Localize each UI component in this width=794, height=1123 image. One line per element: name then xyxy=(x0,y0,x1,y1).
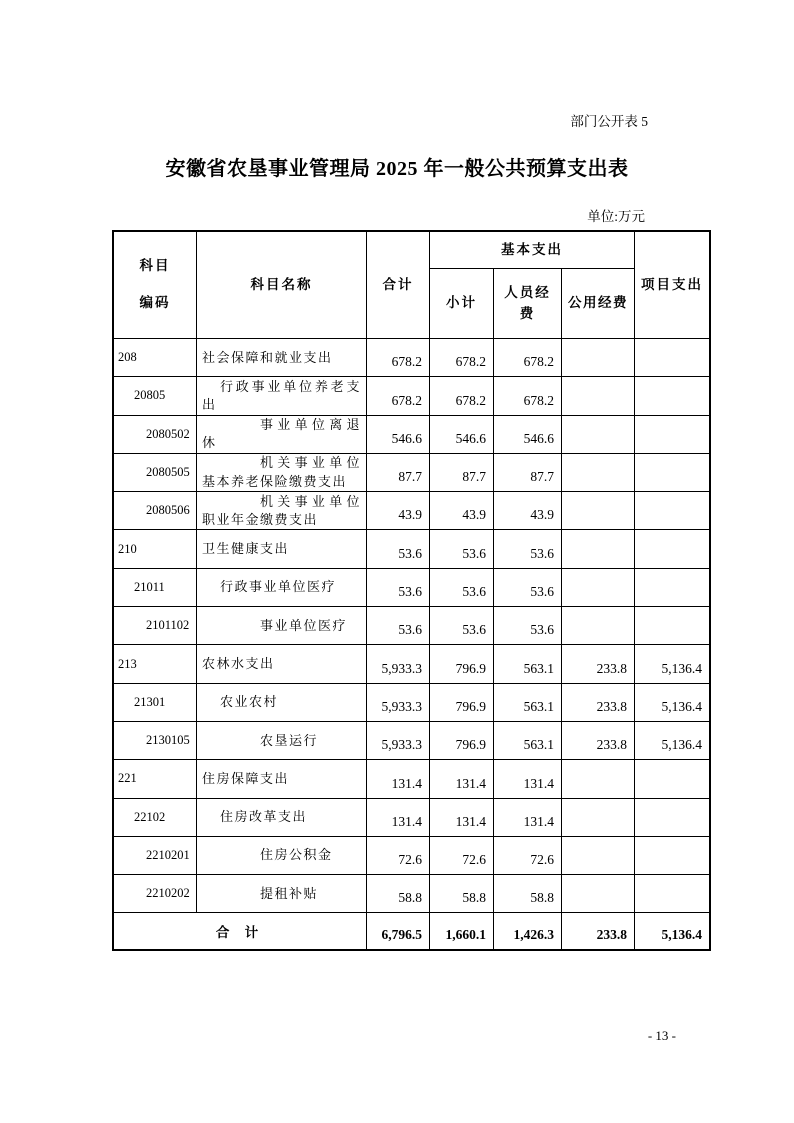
cell-subject-code: 21011 xyxy=(114,569,197,607)
header-public-expenses: 公用经费 xyxy=(562,269,635,339)
cell-subject-name xyxy=(197,569,367,607)
cell-basic-subtotal: 58.8 xyxy=(430,875,494,913)
cell-subject-name xyxy=(197,339,367,377)
cell-personnel: 546.6 xyxy=(494,416,562,454)
table-row xyxy=(114,875,709,913)
cell-personnel: 131.4 xyxy=(494,799,562,837)
cell-total: 131.4 xyxy=(367,760,430,798)
total-cell-personnel: 1,426.3 xyxy=(494,913,562,949)
cell-public: 233.8 xyxy=(562,722,635,760)
cell-subject-name xyxy=(197,722,367,760)
cell-basic-subtotal: 796.9 xyxy=(430,645,494,683)
cell-project xyxy=(635,377,709,415)
cell-total: 87.7 xyxy=(367,454,430,492)
cell-basic-subtotal: 678.2 xyxy=(430,339,494,377)
cell-total: 678.2 xyxy=(367,339,430,377)
doc-label: 部门公开表 5 xyxy=(570,114,648,129)
cell-project xyxy=(635,454,709,492)
table-total-row xyxy=(114,913,709,949)
cell-total: 131.4 xyxy=(367,799,430,837)
cell-project xyxy=(635,492,709,530)
cell-subject-code: 20805 xyxy=(114,377,197,415)
cell-project xyxy=(635,799,709,837)
table-row xyxy=(114,684,709,722)
cell-subject-name xyxy=(197,837,367,875)
cell-total: 72.6 xyxy=(367,837,430,875)
table-row xyxy=(114,454,709,492)
subject-name-text: 农业农村 xyxy=(220,694,279,710)
cell-subject-code: 2080502 xyxy=(114,416,197,454)
cell-total: 53.6 xyxy=(367,607,430,645)
cell-project xyxy=(635,760,709,798)
table-row xyxy=(114,760,709,798)
cell-project xyxy=(635,530,709,568)
header-subject-code-line2: 编码 xyxy=(139,295,171,310)
subject-name-text: 住房公积金 xyxy=(260,847,333,863)
table-row xyxy=(114,377,709,415)
total-cell-public: 233.8 xyxy=(562,913,635,949)
cell-public xyxy=(562,492,635,530)
cell-subject-name xyxy=(197,875,367,913)
cell-personnel: 43.9 xyxy=(494,492,562,530)
header-project-expenditure: 项目支出 xyxy=(635,232,709,339)
cell-total: 5,933.3 xyxy=(367,684,430,722)
cell-project xyxy=(635,607,709,645)
cell-personnel: 53.6 xyxy=(494,607,562,645)
cell-basic-subtotal: 796.9 xyxy=(430,684,494,722)
cell-subject-name xyxy=(197,492,367,530)
cell-public xyxy=(562,454,635,492)
cell-subject-code: 2101102 xyxy=(114,607,197,645)
cell-project xyxy=(635,569,709,607)
subject-name-text: 农林水支出 xyxy=(202,655,275,671)
cell-subject-name xyxy=(197,607,367,645)
cell-total: 546.6 xyxy=(367,416,430,454)
cell-public xyxy=(562,837,635,875)
cell-public xyxy=(562,377,635,415)
cell-public xyxy=(562,339,635,377)
cell-subject-name xyxy=(197,760,367,798)
header-basic-subtotal: 小计 xyxy=(430,269,494,339)
cell-personnel: 53.6 xyxy=(494,530,562,568)
cell-subject-code: 213 xyxy=(114,645,197,683)
cell-total: 53.6 xyxy=(367,530,430,568)
cell-public xyxy=(562,416,635,454)
header-subject-name: 科目名称 xyxy=(197,232,367,339)
cell-subject-code: 2080506 xyxy=(114,492,197,530)
cell-total: 53.6 xyxy=(367,569,430,607)
table-row xyxy=(114,339,709,377)
cell-personnel: 563.1 xyxy=(494,645,562,683)
cell-basic-subtotal: 53.6 xyxy=(430,607,494,645)
table-row xyxy=(114,530,709,568)
table-row xyxy=(114,722,709,760)
cell-personnel: 678.2 xyxy=(494,339,562,377)
table-row xyxy=(114,492,709,530)
cell-subject-code: 2210201 xyxy=(114,837,197,875)
subject-name-text: 农垦运行 xyxy=(260,732,319,748)
subject-name-text: 行政事业单位医疗 xyxy=(220,579,337,595)
cell-basic-subtotal: 72.6 xyxy=(430,837,494,875)
unit-note: 单位:万元 xyxy=(587,209,645,224)
cell-personnel: 58.8 xyxy=(494,875,562,913)
total-cell-project: 5,136.4 xyxy=(661,927,702,943)
table-row xyxy=(114,607,709,645)
table-row xyxy=(114,799,709,837)
page-title: 安徽省农垦事业管理局 2025 年一般公共预算支出表 xyxy=(165,158,629,180)
cell-public xyxy=(562,569,635,607)
cell-subject-code: 2130105 xyxy=(114,722,197,760)
cell-subject-name xyxy=(197,799,367,837)
cell-personnel: 87.7 xyxy=(494,454,562,492)
header-total: 合计 xyxy=(367,232,430,339)
cell-public: 233.8 xyxy=(562,684,635,722)
subject-name-text: 卫生健康支出 xyxy=(202,541,290,557)
cell-basic-subtotal: 43.9 xyxy=(430,492,494,530)
subject-name-text: 事业单位医疗 xyxy=(260,617,348,633)
cell-personnel: 563.1 xyxy=(494,684,562,722)
cell-subject-name xyxy=(197,645,367,683)
cell-subject-code: 221 xyxy=(114,760,197,798)
cell-total: 678.2 xyxy=(367,377,430,415)
header-basic-expenditure-group: 基本支出 xyxy=(430,232,635,269)
cell-public xyxy=(562,875,635,913)
cell-basic-subtotal: 87.7 xyxy=(430,454,494,492)
table-row xyxy=(114,569,709,607)
cell-basic-subtotal: 53.6 xyxy=(430,530,494,568)
cell-project xyxy=(635,837,709,875)
cell-personnel: 53.6 xyxy=(494,569,562,607)
subject-name-text: 行政事业单位养老支出 xyxy=(202,378,361,412)
cell-personnel: 131.4 xyxy=(494,760,562,798)
total-cell-basic-subtotal: 1,660.1 xyxy=(430,913,494,949)
table-row xyxy=(114,416,709,454)
cell-public xyxy=(562,607,635,645)
cell-public xyxy=(562,760,635,798)
table-row xyxy=(114,837,709,875)
cell-total: 58.8 xyxy=(367,875,430,913)
cell-total: 43.9 xyxy=(367,492,430,530)
cell-subject-name xyxy=(197,416,367,454)
subject-name-text: 社会保障和就业支出 xyxy=(202,349,333,365)
cell-subject-code: 208 xyxy=(114,339,197,377)
cell-basic-subtotal: 131.4 xyxy=(430,799,494,837)
cell-personnel: 72.6 xyxy=(494,837,562,875)
cell-subject-code: 22102 xyxy=(114,799,197,837)
cell-public xyxy=(562,530,635,568)
cell-subject-code: 210 xyxy=(114,530,197,568)
cell-basic-subtotal: 53.6 xyxy=(430,569,494,607)
subject-name-text: 机关事业单位职业年金缴费支出 xyxy=(202,493,361,527)
total-cell-total: 6,796.5 xyxy=(367,913,430,949)
subject-name-text: 住房保障支出 xyxy=(202,770,290,786)
cell-subject-code: 21301 xyxy=(114,684,197,722)
header-personnel-expenses: 人员经费 xyxy=(494,269,562,339)
subject-name-text: 事业单位离退休 xyxy=(202,417,361,451)
cell-total: 5,933.3 xyxy=(367,645,430,683)
header-subject-code xyxy=(114,232,197,339)
cell-subject-name xyxy=(197,454,367,492)
cell-public xyxy=(562,799,635,837)
cell-basic-subtotal: 131.4 xyxy=(430,760,494,798)
cell-project xyxy=(635,875,709,913)
table-row xyxy=(114,645,709,683)
cell-subject-name xyxy=(197,377,367,415)
budget-table xyxy=(112,230,711,951)
page-number: - 13 - xyxy=(647,1028,676,1043)
cell-subject-name xyxy=(197,530,367,568)
cell-subject-name xyxy=(197,684,367,722)
cell-project: 5,136.4 xyxy=(635,645,709,683)
cell-project: 5,136.4 xyxy=(635,684,709,722)
header-subject-code-line1: 科目 xyxy=(139,258,171,274)
cell-basic-subtotal: 796.9 xyxy=(430,722,494,760)
cell-total: 5,933.3 xyxy=(367,722,430,760)
cell-personnel: 678.2 xyxy=(494,377,562,415)
table-body xyxy=(114,339,709,913)
subject-name-text: 机关事业单位基本养老保险缴费支出 xyxy=(202,455,361,489)
subject-name-text: 提租补贴 xyxy=(260,885,319,901)
cell-subject-code: 2080505 xyxy=(114,454,197,492)
cell-project xyxy=(635,339,709,377)
cell-public: 233.8 xyxy=(562,645,635,683)
cell-basic-subtotal: 546.6 xyxy=(430,416,494,454)
cell-basic-subtotal: 678.2 xyxy=(430,377,494,415)
cell-project xyxy=(635,416,709,454)
cell-personnel: 563.1 xyxy=(494,722,562,760)
cell-subject-code: 2210202 xyxy=(114,875,197,913)
total-label: 合 计 xyxy=(114,913,367,949)
table-header xyxy=(114,232,709,339)
subject-name-text: 住房改革支出 xyxy=(220,809,308,825)
cell-project: 5,136.4 xyxy=(635,722,709,760)
